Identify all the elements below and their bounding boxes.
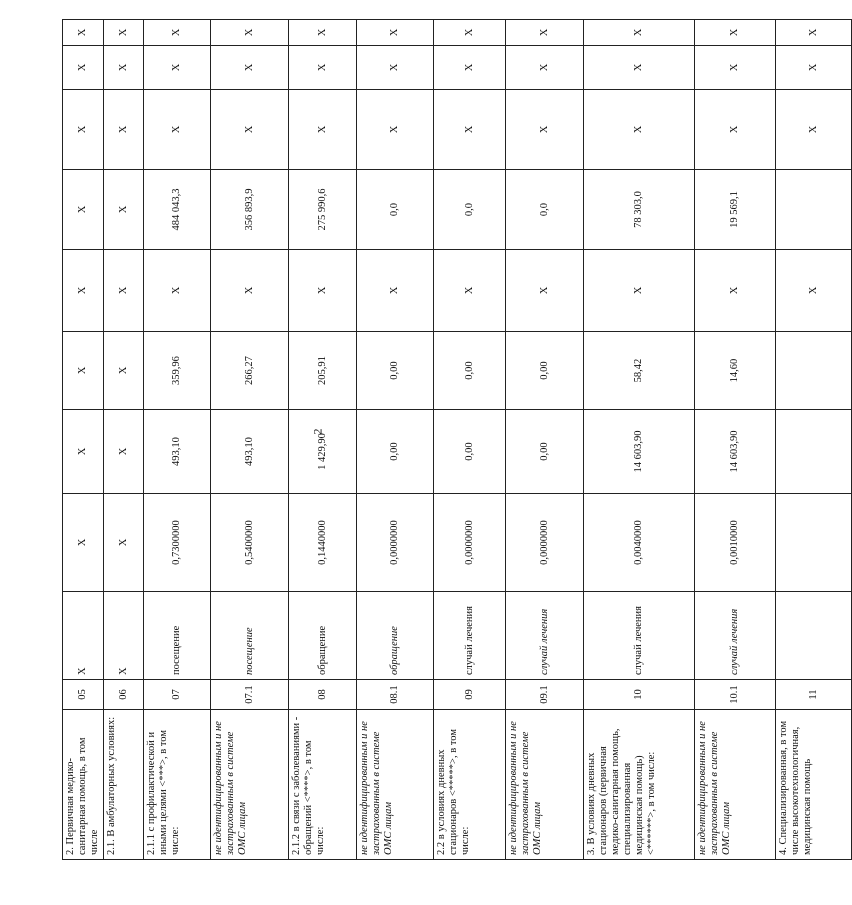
per-capita-budget-cell: [776, 332, 852, 410]
total-budget-cell: 275 990,6: [289, 170, 357, 250]
unit-cell: [776, 592, 852, 680]
total-sum-cell: X: [584, 46, 695, 90]
per-capita-oms-cell: X: [695, 250, 776, 332]
unit-cell: обращение: [357, 592, 434, 680]
cost-per-unit-cell: 14 603,90: [695, 410, 776, 494]
code-cell: 10.1: [695, 680, 776, 710]
per-capita-oms-cell: X: [357, 250, 434, 332]
total-sum-cell: X: [289, 46, 357, 90]
unit-cell: посещение: [144, 592, 211, 680]
cost-per-unit-cell: [776, 410, 852, 494]
row-name-cell: не идентифицированным и не застрахованным в системе ОМС лицам: [506, 710, 584, 860]
per-capita-budget-cell: 58,42: [584, 332, 695, 410]
per-capita-budget-cell: 0,00: [357, 332, 434, 410]
norm-per-person-cell: 0,7300000: [144, 494, 211, 592]
total-oms-cell: X: [695, 90, 776, 170]
norm-per-person-cell: 0,0010000: [695, 494, 776, 592]
table-body: [63, 20, 852, 860]
per-capita-oms-cell: X: [434, 250, 506, 332]
unit-cell: обращение: [289, 592, 357, 680]
per-capita-oms-cell: X: [104, 250, 144, 332]
unit-cell: случай лечения: [434, 592, 506, 680]
per-capita-oms-cell: X: [289, 250, 357, 332]
per-capita-oms-cell: X: [144, 250, 211, 332]
table-row: [357, 20, 434, 860]
total-budget-cell: 484 043,3: [144, 170, 211, 250]
table-row: [506, 20, 584, 860]
row-name-cell: 2. Первичная медико-санитарная помощь, в том числе: [63, 710, 104, 860]
table-row: [289, 20, 357, 860]
total-sum-cell: X: [434, 46, 506, 90]
per-capita-budget-cell: X: [63, 332, 104, 410]
total-oms-cell: X: [63, 90, 104, 170]
share-percent-cell: X: [506, 20, 584, 46]
total-budget-cell: [776, 170, 852, 250]
norm-per-person-cell: 0,5400000: [211, 494, 289, 592]
cost-per-unit-cell: 493,10: [144, 410, 211, 494]
share-percent-cell: X: [63, 20, 104, 46]
unit-cell: X: [63, 592, 104, 680]
total-oms-cell: X: [434, 90, 506, 170]
code-cell: 07.1: [211, 680, 289, 710]
code-cell: 08: [289, 680, 357, 710]
unit-cell: случай лечения: [506, 592, 584, 680]
norm-per-person-cell: X: [63, 494, 104, 592]
per-capita-oms-cell: X: [584, 250, 695, 332]
per-capita-budget-cell: X: [104, 332, 144, 410]
row-name-cell: 2.1.1 с профилактической и иными целями <***>, в том числе:: [144, 710, 211, 860]
norm-per-person-cell: 0,0000000: [357, 494, 434, 592]
norm-per-person-cell: [776, 494, 852, 592]
total-oms-cell: X: [144, 90, 211, 170]
norm-per-person-cell: X: [104, 494, 144, 592]
per-capita-budget-cell: 205,91: [289, 332, 357, 410]
total-oms-cell: X: [506, 90, 584, 170]
table-row: [211, 20, 289, 860]
norm-per-person-cell: 0,1440000: [289, 494, 357, 592]
total-oms-cell: X: [357, 90, 434, 170]
code-cell: 09: [434, 680, 506, 710]
code-cell: 08.1: [357, 680, 434, 710]
cost-per-unit-cell: 14 603,90: [584, 410, 695, 494]
cost-per-unit-cell: 1 429,90: [289, 410, 357, 494]
cost-per-unit-cell: 493,10: [211, 410, 289, 494]
cost-per-unit-cell: 0,00: [357, 410, 434, 494]
row-name-cell: 2.2 в условиях дневных стационаров <*****>, в том числе:: [434, 710, 506, 860]
per-capita-budget-cell: 0,00: [506, 332, 584, 410]
total-budget-cell: 0,0: [506, 170, 584, 250]
row-name-cell: не идентифицированным и не застрахованным в системе ОМС лицам: [357, 710, 434, 860]
row-name-cell: не идентифицированным и не застрахованным в системе ОМС лицам: [695, 710, 776, 860]
per-capita-budget-cell: 14,60: [695, 332, 776, 410]
cost-per-unit-cell: 0,00: [506, 410, 584, 494]
unit-cell: случай лечения: [695, 592, 776, 680]
row-name-cell: 2.1. В амбулаторных условиях:: [104, 710, 144, 860]
cost-per-unit-cell: 0,00: [434, 410, 506, 494]
unit-cell: X: [104, 592, 144, 680]
row-name-cell: 3. В условиях дневных стационаров (первичная медико-санитарная помощь, специализированная медицинская помощь) <******>, в том числе:: [584, 710, 695, 860]
table-row: [63, 20, 104, 860]
table-row: [104, 20, 144, 860]
total-sum-cell: X: [776, 46, 852, 90]
total-sum-cell: X: [211, 46, 289, 90]
program-volume-table: [62, 19, 852, 860]
per-capita-budget-cell: 266,27: [211, 332, 289, 410]
cost-per-unit-cell: X: [104, 410, 144, 494]
unit-cell: случай лечения: [584, 592, 695, 680]
share-percent-cell: X: [357, 20, 434, 46]
row-name-cell: не идентифицированным и не застрахованным в системе ОМС лицам: [211, 710, 289, 860]
share-percent-cell: X: [434, 20, 506, 46]
total-budget-cell: 19 569,1: [695, 170, 776, 250]
unit-cell: посещение: [211, 592, 289, 680]
share-percent-cell: X: [289, 20, 357, 46]
per-capita-oms-cell: X: [506, 250, 584, 332]
share-percent-cell: X: [776, 20, 852, 46]
table-row: [144, 20, 211, 860]
cost-per-unit-cell: X: [63, 410, 104, 494]
per-capita-oms-cell: X: [211, 250, 289, 332]
norm-per-person-cell: 0,0040000: [584, 494, 695, 592]
total-oms-cell: X: [584, 90, 695, 170]
code-cell: 06: [104, 680, 144, 710]
page-number: 2: [310, 428, 325, 435]
total-sum-cell: X: [104, 46, 144, 90]
row-name-cell: 2.1.2 в связи с заболеваниями - обращений <****>, в том числе:: [289, 710, 357, 860]
row-name-cell: 4. Специализированная, в том числе высокотехнологичная, медицинская помощь: [776, 710, 852, 860]
per-capita-budget-cell: 0,00: [434, 332, 506, 410]
table-row: [695, 20, 776, 860]
table-row: [434, 20, 506, 860]
per-capita-budget-cell: 359,96: [144, 332, 211, 410]
code-cell: 05: [63, 680, 104, 710]
per-capita-oms-cell: X: [63, 250, 104, 332]
share-percent-cell: X: [211, 20, 289, 46]
total-budget-cell: 0,0: [434, 170, 506, 250]
total-sum-cell: X: [63, 46, 104, 90]
total-oms-cell: X: [104, 90, 144, 170]
code-cell: 09.1: [506, 680, 584, 710]
norm-per-person-cell: 0,0000000: [506, 494, 584, 592]
code-cell: 11: [776, 680, 852, 710]
table-row: [776, 20, 852, 860]
total-budget-cell: X: [104, 170, 144, 250]
total-sum-cell: X: [144, 46, 211, 90]
share-percent-cell: X: [584, 20, 695, 46]
total-sum-cell: X: [695, 46, 776, 90]
total-oms-cell: X: [211, 90, 289, 170]
total-budget-cell: 78 303,0: [584, 170, 695, 250]
total-sum-cell: X: [506, 46, 584, 90]
total-sum-cell: X: [357, 46, 434, 90]
share-percent-cell: X: [104, 20, 144, 46]
total-oms-cell: X: [289, 90, 357, 170]
code-cell: 07: [144, 680, 211, 710]
total-budget-cell: X: [63, 170, 104, 250]
share-percent-cell: X: [695, 20, 776, 46]
rotated-table-wrapper: [62, 20, 819, 860]
total-budget-cell: 356 893,9: [211, 170, 289, 250]
total-budget-cell: 0,0: [357, 170, 434, 250]
share-percent-cell: X: [144, 20, 211, 46]
per-capita-oms-cell: X: [776, 250, 852, 332]
table-row: [584, 20, 695, 860]
total-oms-cell: X: [776, 90, 852, 170]
code-cell: 10: [584, 680, 695, 710]
norm-per-person-cell: 0,0000000: [434, 494, 506, 592]
